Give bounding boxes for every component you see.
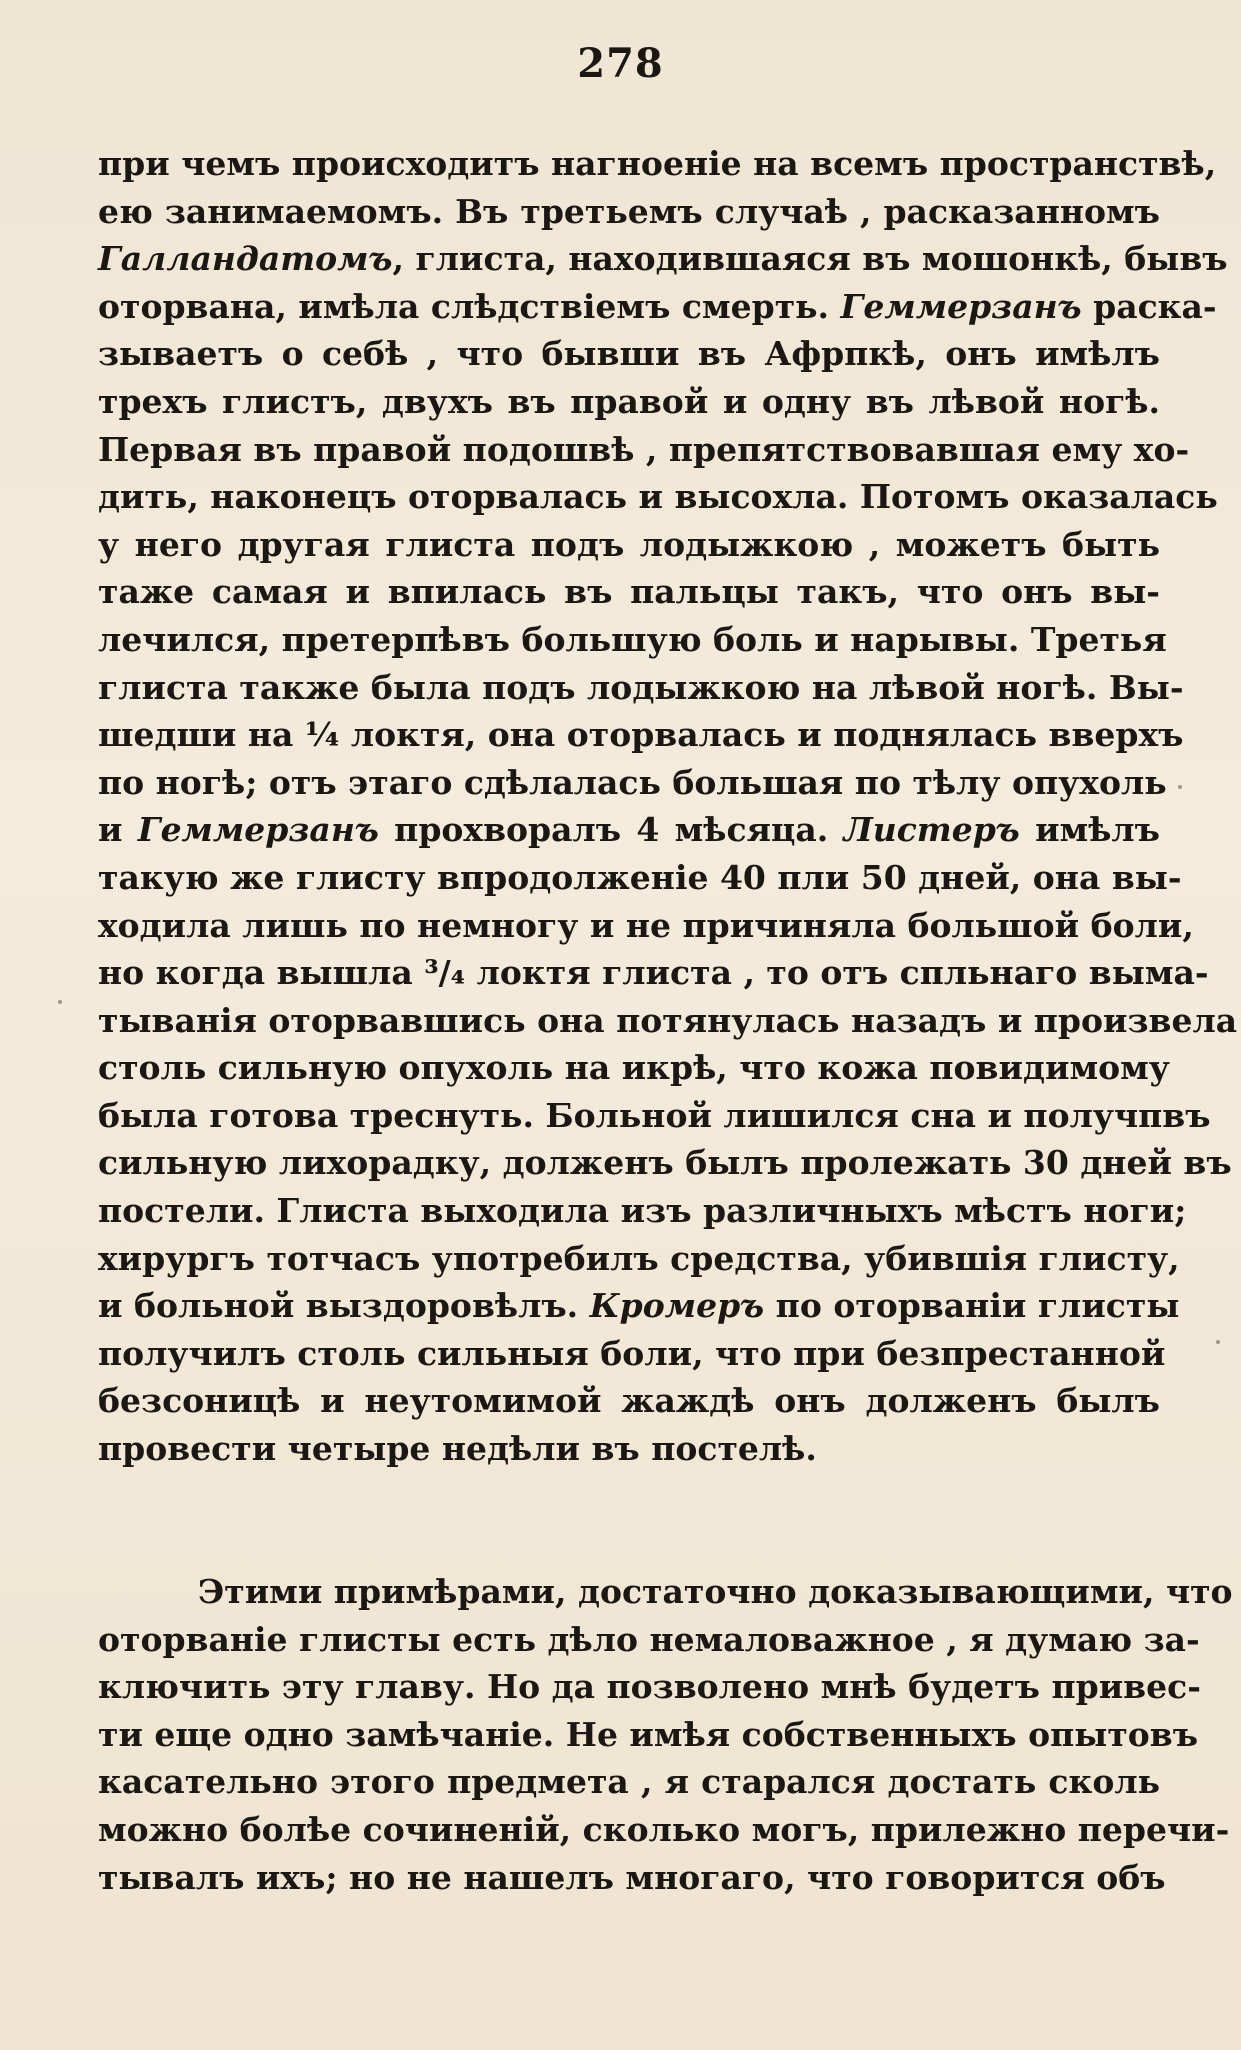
text-line xyxy=(98,1282,1180,1330)
line-text: безсоницѣ и неутомимой жаждѣ онъ долженъ былъ xyxy=(98,1381,1160,1421)
text-line xyxy=(98,330,1160,378)
line-text: шедши на ¼ локтя, она оторвалась и поднялась вверхъ xyxy=(98,715,1184,755)
line-text: по оторваніи глисты xyxy=(764,1286,1180,1326)
line-text: такую же глисту впродолженіе 40 пли 50 дней, она вы- xyxy=(98,857,1182,897)
line-text: постели. Глиста выходила изъ различныхъ мѣстъ ноги; xyxy=(98,1191,1187,1231)
text-line xyxy=(98,616,1167,664)
line-text: но когда вышла ³/₄ локтя глиста , то отъ спльнаго выма- xyxy=(98,953,1209,993)
line-text: по ногѣ; отъ этаго сдѣлалась большая по тѣлу опухоль xyxy=(98,762,1167,802)
paragraph-1 xyxy=(98,140,1238,1473)
line-text: у него другая глиста подъ лодыжкою , можетъ быть xyxy=(98,524,1160,564)
print-speck xyxy=(58,1000,62,1004)
text-line xyxy=(98,1806,1230,1854)
line-text: при чемъ происходитъ нагноеніе на всемъ пространствѣ, xyxy=(98,144,1217,183)
line-text: таже самая и впилась въ пальцы такъ, что онъ вы- xyxy=(98,572,1160,612)
line-text: получилъ столь сильныя боли, что при безпрестанной xyxy=(98,1333,1166,1373)
line-text: прохворалъ 4 мѣсяца. xyxy=(378,810,844,850)
text-line xyxy=(98,1663,1201,1711)
line-text: трехъ глистъ, двухъ въ правой и одну въ лѣвой ногѣ. xyxy=(98,381,1160,421)
text-line xyxy=(98,1330,1166,1378)
line-text: Первая въ правой подошвѣ , препятствовавшая ему хо- xyxy=(98,429,1190,469)
line-text: Этими примѣрами, достаточно доказывающими, что xyxy=(198,1572,1233,1611)
text-line xyxy=(98,378,1160,426)
line-text: , глиста, находившаяся въ мошонкѣ, бывъ xyxy=(392,239,1228,279)
line-text: можно болѣе сочиненій, сколько могъ, прилежно перечи- xyxy=(98,1809,1230,1849)
paragraph-2 xyxy=(98,1568,1233,1901)
text-line xyxy=(98,949,1209,997)
text-line xyxy=(98,140,1217,188)
text-line xyxy=(98,1187,1187,1235)
text-line xyxy=(98,664,1184,712)
line-text: касательно этого предмета , я старался достать сколь xyxy=(98,1762,1160,1802)
text-line xyxy=(98,759,1167,807)
line-text: дить, наконецъ оторвалась и высохла. Потомъ оказалась xyxy=(98,477,1218,517)
italic-name: Геммерзанъ xyxy=(840,286,1082,326)
text-line xyxy=(98,1758,1160,1806)
text-line xyxy=(98,1425,1160,1473)
text-line xyxy=(98,1711,1199,1759)
line-text: столь сильную опухоль на икрѣ, что кожа повидимому xyxy=(98,1048,1170,1088)
line-text: и больной выздоровѣлъ. xyxy=(98,1286,590,1326)
line-text: была готова треснуть. Больной лишился сна и получпвъ xyxy=(98,1095,1211,1135)
text-line xyxy=(98,711,1184,759)
text-line xyxy=(98,1139,1232,1187)
text-line xyxy=(98,997,1238,1045)
italic-name: Листеръ xyxy=(843,810,1020,850)
text-line xyxy=(98,1092,1211,1140)
line-text: ею занимаемомъ. Въ третьемъ случаѣ , расказанномъ xyxy=(98,191,1160,231)
line-text: глиста также была подъ лодыжкою на лѣвой ногѣ. Вы- xyxy=(98,667,1184,707)
italic-name: Галландатомъ xyxy=(98,239,393,279)
line-text: провести четыре недѣли въ постелѣ. xyxy=(98,1429,817,1469)
text-line xyxy=(98,283,1217,331)
text-line xyxy=(98,1377,1160,1425)
text-line xyxy=(98,235,1228,283)
line-text: ти еще одно замѣчаніе. Не имѣя собственныхъ опытовъ xyxy=(98,1714,1199,1754)
line-text: оторваніе глисты есть дѣло немаловажное , я думаю за- xyxy=(98,1619,1200,1659)
text-line xyxy=(98,568,1160,616)
line-text: оторвана, имѣла слѣдствіемъ смерть. xyxy=(98,286,841,326)
line-text: зываетъ о себѣ , что бывши въ Афрпкѣ, онъ имѣлъ xyxy=(98,334,1160,374)
text-line xyxy=(98,1044,1170,1092)
text-line xyxy=(98,426,1190,474)
line-text: тыванія оторвавшись она потянулась назадъ и произвела xyxy=(98,1000,1238,1040)
line-text: сильную лихорадку, долженъ былъ пролежать 30 дней въ xyxy=(98,1143,1232,1183)
line-text: и xyxy=(98,810,138,850)
line-text: тывалъ ихъ; но не нашелъ многаго, что говорится объ xyxy=(98,1857,1166,1897)
page-number: 278 xyxy=(577,40,664,87)
text-line xyxy=(98,473,1218,521)
text-line xyxy=(98,188,1160,236)
text-line xyxy=(98,806,1160,854)
text-line xyxy=(98,1854,1166,1902)
print-speck xyxy=(1178,785,1182,789)
text-line xyxy=(98,1616,1200,1664)
text-line xyxy=(98,854,1182,902)
text-line xyxy=(98,1568,1233,1616)
line-text: хирургъ тотчасъ употребилъ средства, убившія глисту, xyxy=(98,1238,1180,1278)
text-line xyxy=(98,1235,1180,1283)
line-text: раска- xyxy=(1081,286,1217,326)
line-text: имѣлъ xyxy=(1019,810,1160,850)
text-line xyxy=(98,521,1160,569)
line-text: ходила лишь по немногу и не причиняла большой боли, xyxy=(98,905,1194,945)
print-speck xyxy=(1216,1340,1220,1344)
line-text: лечился, претерпѣвъ большую боль и нарывы. Третья xyxy=(98,619,1167,659)
italic-name: Геммерзанъ xyxy=(137,810,379,850)
italic-name: Кромеръ xyxy=(589,1286,765,1326)
text-line xyxy=(98,902,1194,950)
line-text: ключить эту главу. Но да позволено мнѣ будетъ привес- xyxy=(98,1667,1201,1707)
